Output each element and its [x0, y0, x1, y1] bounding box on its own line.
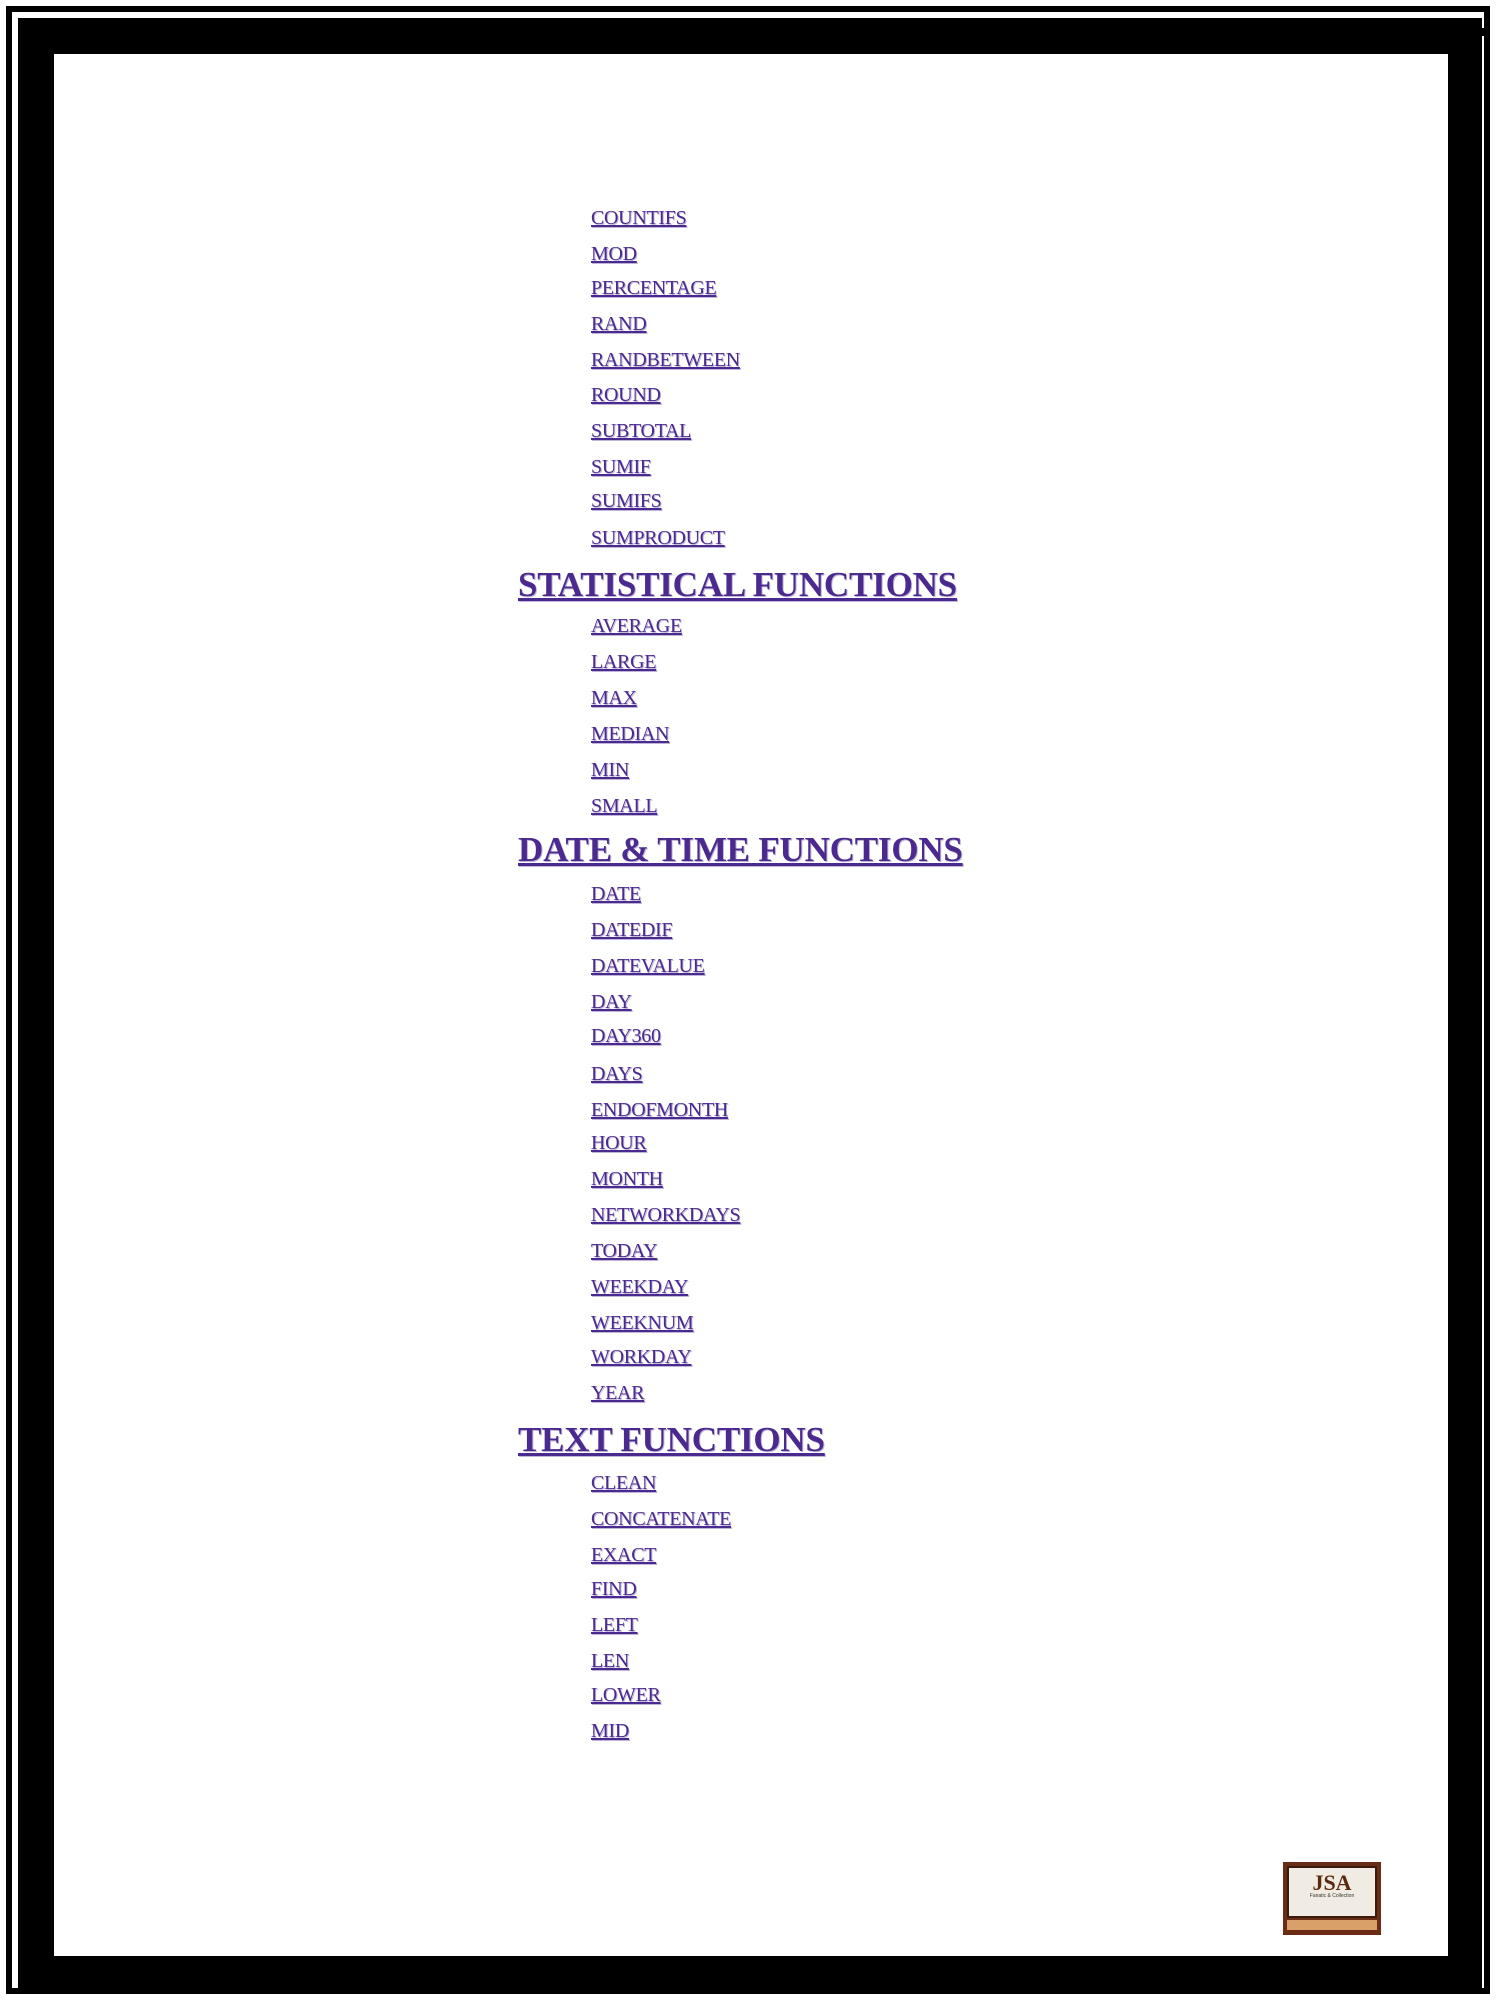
logo-subtitle: Fanatic & Collection: [1309, 1893, 1355, 1899]
link-concatenate[interactable]: CONCATENATE: [591, 1508, 732, 1530]
link-clean[interactable]: CLEAN: [591, 1472, 657, 1494]
link-month[interactable]: MONTH: [591, 1168, 663, 1190]
link-subtotal[interactable]: SUBTOTAL: [591, 420, 692, 442]
link-average[interactable]: AVERAGE: [591, 615, 682, 637]
link-large[interactable]: LARGE: [591, 651, 657, 673]
heading-text-functions[interactable]: TEXT FUNCTIONS: [518, 1420, 825, 1459]
heading-statistical-functions[interactable]: STATISTICAL FUNCTIONS: [518, 565, 957, 604]
logo-keyboard: [1287, 1920, 1377, 1930]
link-median[interactable]: MEDIAN: [591, 723, 670, 745]
link-lower[interactable]: LOWER: [591, 1684, 661, 1706]
heading-date-time-functions[interactable]: DATE & TIME FUNCTIONS: [518, 830, 963, 869]
link-exact[interactable]: EXACT: [591, 1544, 657, 1566]
jsa-logo: [1283, 1862, 1381, 1935]
link-datevalue[interactable]: DATEVALUE: [591, 955, 705, 977]
link-mod[interactable]: MOD: [591, 243, 637, 265]
link-year[interactable]: YEAR: [591, 1382, 645, 1404]
link-weekday[interactable]: WEEKDAY: [591, 1276, 689, 1298]
link-datedif[interactable]: DATEDIF: [591, 919, 673, 941]
link-hour[interactable]: HOUR: [591, 1132, 647, 1154]
link-randbetween[interactable]: RANDBETWEEN: [591, 349, 740, 371]
link-percentage[interactable]: PERCENTAGE: [591, 277, 717, 299]
link-workday[interactable]: WORKDAY: [591, 1346, 692, 1368]
link-len[interactable]: LEN: [591, 1650, 629, 1672]
link-today[interactable]: TODAY: [591, 1240, 658, 1262]
link-weeknum[interactable]: WEEKNUM: [591, 1312, 694, 1334]
link-small[interactable]: SMALL: [591, 795, 658, 817]
link-rand[interactable]: RAND: [591, 313, 647, 335]
link-date[interactable]: DATE: [591, 883, 641, 905]
link-sumproduct[interactable]: SUMPRODUCT: [591, 527, 725, 549]
link-endofmonth[interactable]: ENDOFMONTH: [591, 1099, 729, 1121]
link-days[interactable]: DAYS: [591, 1063, 643, 1085]
link-networkdays[interactable]: NETWORKDAYS: [591, 1204, 741, 1226]
link-mid[interactable]: MID: [591, 1720, 629, 1742]
logo-title: JSA: [1312, 1870, 1352, 1895]
link-round[interactable]: ROUND: [591, 384, 661, 406]
link-find[interactable]: FIND: [591, 1578, 637, 1600]
link-sumif[interactable]: SUMIF: [591, 456, 651, 478]
logo-screen: [1287, 1866, 1377, 1918]
link-sumifs[interactable]: SUMIFS: [591, 490, 662, 512]
link-left[interactable]: LEFT: [591, 1614, 638, 1636]
link-day360[interactable]: DAY360: [591, 1025, 661, 1047]
link-day[interactable]: DAY: [591, 991, 632, 1013]
link-countifs[interactable]: COUNTIFS: [591, 207, 687, 229]
link-min[interactable]: MIN: [591, 759, 629, 781]
link-max[interactable]: MAX: [591, 687, 637, 709]
